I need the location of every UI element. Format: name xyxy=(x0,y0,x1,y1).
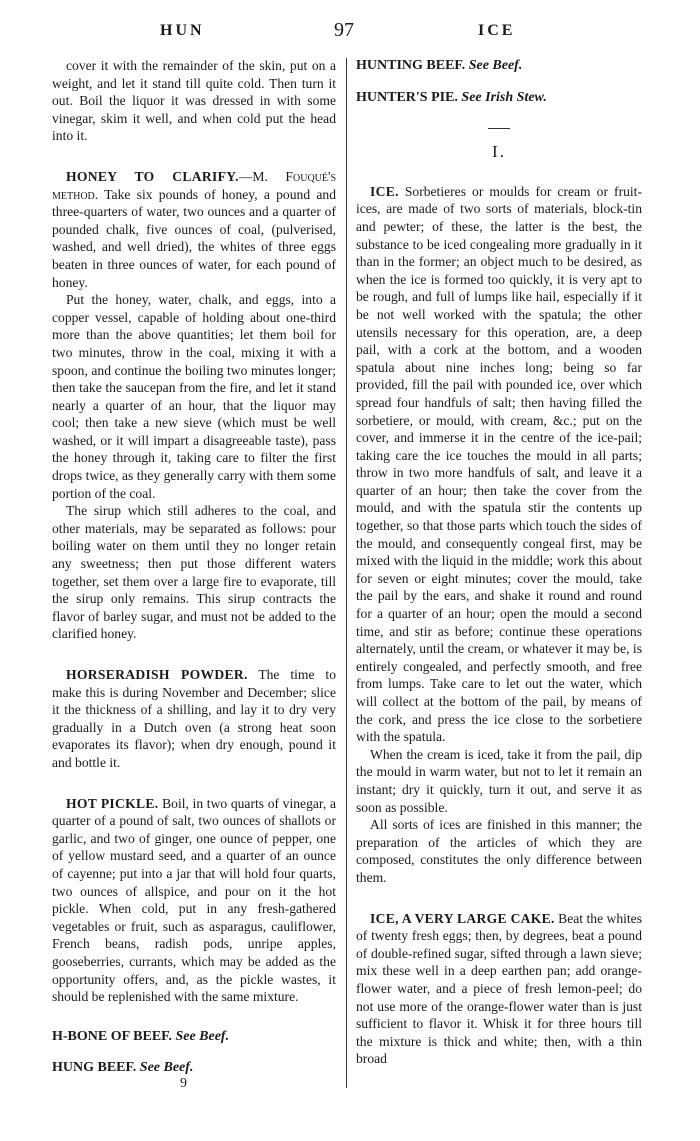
entry-ice-large-cake xyxy=(356,910,642,1068)
entry-heading: ICE. xyxy=(370,183,399,199)
entry-heading: HORSERADISH POWDER. xyxy=(66,667,248,682)
entry-horseradish-powder xyxy=(52,666,336,772)
right-column xyxy=(356,57,642,1068)
entry-paragraph xyxy=(356,183,642,746)
signature-mark: 9 xyxy=(180,1076,187,1091)
entry-text: Boil, in two quarts of vinegar, a quarter of a pound of salt, two ounces of shallots or garlic, and two of ginger, one ounce of pepper, one of yellow mustard seed, and a quarter of an ounce of cayenne; put into a jar that will hold four quarts, two ounces of allspice, and pour on it the hot pickle. When cold, put in any fresh-gathered vegetables or fruit, such as asparagus, cauliflower, French beans, radish pods, unripe apples, gooseberries, currants, which may be added as the opportunity offers, and, as the pickle wastes, it should be replenished with the same mixture. xyxy=(52,795,336,1005)
entry-honey-to-clarify xyxy=(52,168,336,643)
running-header xyxy=(0,19,700,48)
xref-target: See Beef. xyxy=(139,1060,194,1076)
entry-paragraph: Put the honey, water, chalk, and eggs, into a copper vessel, capable of holding about one-third more than the above quantities; let them boil for two minutes, throw in the coal, mixing it with a spoon, and continue the boiling two minutes longer; then take the saucepan from the fire, and let it stand nearly a quarter of an hour, that the liquor may cool; then take a new sieve (which must be well washed, or it will impart a disagreeable taste), pass the honey through it, taking care to filter the first drops twice, as they generally carry with them some portion of the coal. xyxy=(52,292,336,501)
entry-text: Beat the whites of twenty fresh eggs; then, by degrees, beat a pound of double-refined sugar, sifted through a lawn sieve; mix these well in a deep earthen pan; add orange-flower water, and a piece of fresh lemon-peel; do not use more of the orange-flower water than is just sufficient to flavor it. Whisk it for three hours till the mixture is thick and white; then, with a thin broad xyxy=(356,910,643,1067)
entry-text: The time to make this is during November and December; slice it the thickness of a shilling, and lay it to dry very gradually in a Dutch oven (a strong heat soon evaporates its flavor); when dry enough, pound it and bottle it. xyxy=(52,667,337,770)
entry-author: —M. Fouqué's method. xyxy=(52,168,337,202)
xref-heading: H-BONE OF BEEF. xyxy=(52,1028,172,1044)
entry-paragraph xyxy=(52,168,336,291)
section-rule xyxy=(488,128,510,129)
entry-text: Sorbetieres or moulds for cream or fruit-ices, are made of two sorts of materials, block-tin and pewter; of these, the latter is the best, the substance to be iced congealing more gradually in it than in the former; an object much to be desired, as when the ice is formed too quickly, it is very apt to be rough, and full of lumps like hail, especially if it be not well worked with the spatula; the other utensils necessary for this operation, are, a deep pail, with a cork at the bottom, and a wooden spatula about nine inches long; being so far provided, fill the pail with pounded ice, over which spread four handfuls of salt; then having filled the sorbetiere, or mould, with cream, &c.; put on the cover, and immerse it in the centre of the ice-pail; taking care the ice touches the mould in all parts; throw in two more handfuls of salt, and leave it a quarter of an hour; then take the cover from the mould, and with the spatula stir the contents up together, so that those parts which touch the sides of the mould, and consequently congeal first, may be mixed with the liquid in the middle; work this about for seven or eight minutes; cover the mould, take the pail by the ears, and shake it round and round for a quarter of an hour; open the mould a second time, and stir as before; continue these operations alternately, until the cream, or whatever it may be, is entirely congealed, and perfectly smooth, and free from lumps. Take care to let out the water, which will collect at the bottom of the pail, by means of the cork, and press the ice close to the sorbetiere with the spatula. xyxy=(356,183,642,745)
entry-paragraph xyxy=(52,666,336,772)
xref-heading: HUNG BEEF. xyxy=(52,1060,137,1076)
entry-paragraph: All sorts of ices are finished in this manner; the preparation of the articles of which they are composed, constitutes the only difference between them. xyxy=(356,817,642,885)
xref-target: See Beef. xyxy=(175,1028,230,1044)
cross-reference-h-bone xyxy=(52,1028,336,1046)
entry-paragraph xyxy=(356,910,642,1068)
xref-target: See Beef. xyxy=(468,58,523,73)
entry-paragraph: When the cream is iced, take it from the pail, dip the mould in warm water, but not to let it remain an instant; dry it quickly, turn it out, and serve it as soon as possible. xyxy=(356,746,642,815)
cross-reference-hung-beef xyxy=(52,1059,336,1077)
entry-paragraph xyxy=(52,795,336,1006)
entry-heading: HONEY TO CLARIFY. xyxy=(66,168,239,184)
cross-reference-hunting-beef xyxy=(356,57,642,75)
header-right-guide-word: ICE xyxy=(478,22,516,39)
entry-ice xyxy=(356,183,642,887)
entry-heading: HOT PICKLE. xyxy=(66,795,159,811)
entry-text: Take six pounds of honey, a pound and three-quarters of water, two ounces and a quarter of pounded chalk, five ounces of coal, (pulverised, washed, and well dried), the whites of three eggs beaten in three ounces of water, for each pound of honey. xyxy=(52,186,336,290)
cross-reference-hunters-pie xyxy=(356,89,642,107)
column-divider xyxy=(346,58,347,1088)
continued-paragraph: cover it with the remainder of the skin, put on a weight, and let it stand till quite cold. Then turn it out. Boil the liquor it was dressed in with some vinegar, skim it well, and when cold put the head into it. xyxy=(52,58,336,144)
section-letter: I. xyxy=(492,142,506,162)
page-number: 97 xyxy=(334,19,354,41)
xref-heading: HUNTING BEEF. xyxy=(356,58,466,73)
entry-hot-pickle xyxy=(52,795,336,1006)
left-column xyxy=(52,57,336,1077)
entry-paragraph: The sirup which still adheres to the coal, and other materials, may be separated as follows: pour boiling water on them until they no longer retain any sweetness; then put those different waters together, set them over a large fire to evaporate, till the sirup only remains. This sirup contracts the flavor of barley sugar, and must not be added to the clarified honey. xyxy=(52,503,336,642)
xref-heading: HUNTER'S PIE. xyxy=(356,89,458,105)
xref-target: See Irish Stew. xyxy=(461,89,547,105)
entry-heading: ICE, A VERY LARGE CAKE. xyxy=(370,910,555,926)
header-left-guide-word: HUN xyxy=(160,22,205,39)
